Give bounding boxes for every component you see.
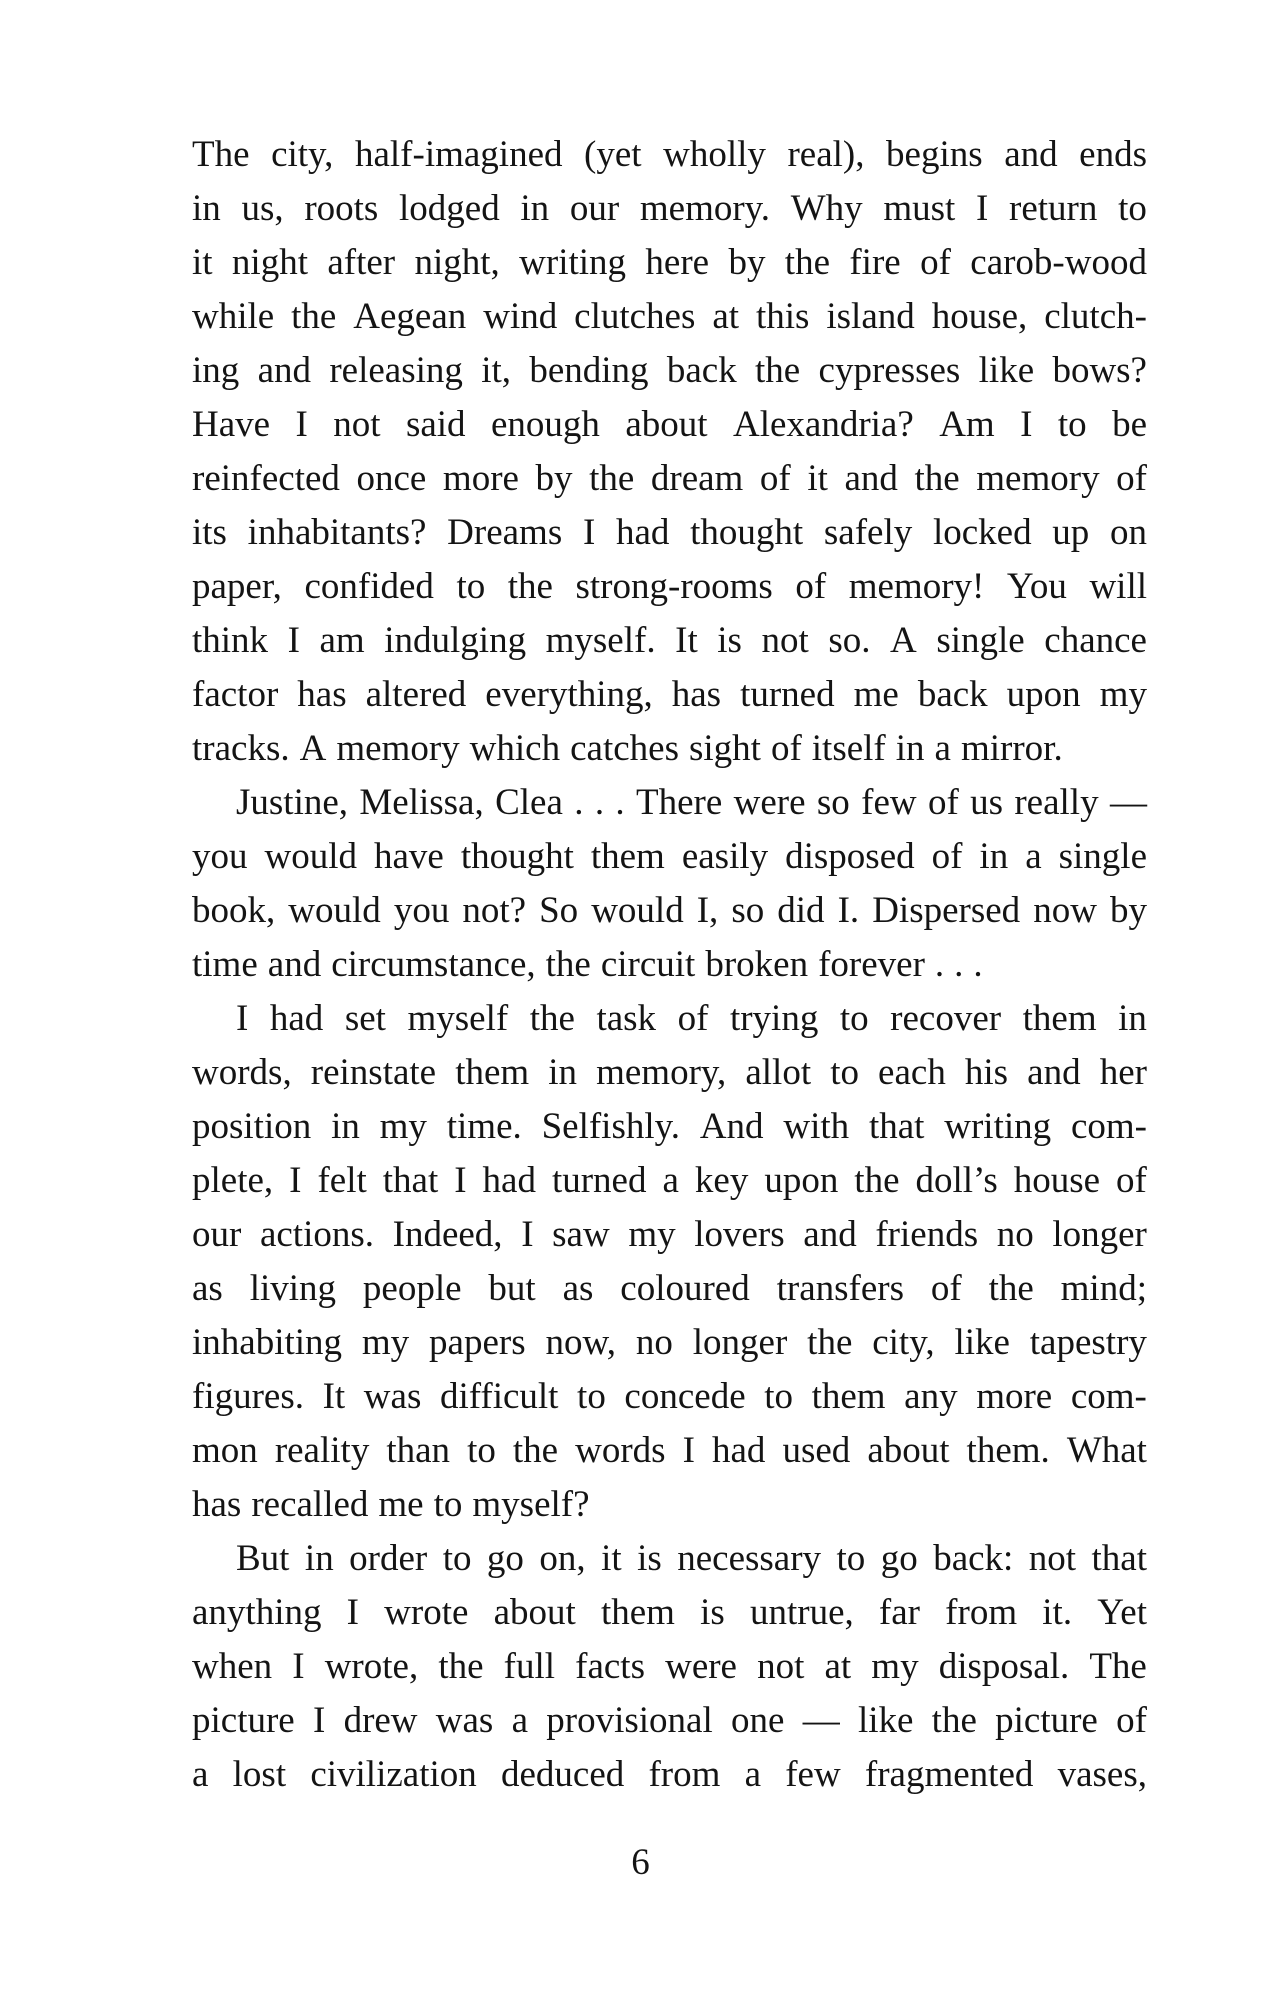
text-line: in us, roots lodged in our memory. Why must I return to bbox=[192, 188, 1147, 229]
text-line: you would have thought them easily disposed of in a single bbox=[192, 836, 1147, 877]
paragraph bbox=[192, 128, 1147, 776]
text-line: Justine, Melissa, Clea . . . There were so few of us really — bbox=[236, 782, 1147, 823]
text-line: think I am indulging myself. It is not so. A single chance bbox=[192, 620, 1147, 661]
text-line: reinfected once more by the dream of it and the memory of bbox=[192, 458, 1147, 499]
text-line: inhabiting my papers now, no longer the city, like tapestry bbox=[192, 1322, 1147, 1363]
text-line: The city, half-imagined (yet wholly real), begins and ends bbox=[192, 134, 1147, 175]
text-line: paper, confided to the strong-rooms of memory! You will bbox=[192, 566, 1147, 607]
text-line: plete, I felt that I had turned a key upon the doll’s house of bbox=[192, 1160, 1147, 1201]
text-line: I had set myself the task of trying to recover them in bbox=[236, 998, 1147, 1039]
text-line: it night after night, writing here by the fire of carob-wood bbox=[192, 242, 1147, 283]
text-line: ing and releasing it, bending back the cypresses like bows? bbox=[192, 350, 1147, 391]
text-line: factor has altered everything, has turned me back upon my bbox=[192, 674, 1147, 715]
paragraph bbox=[192, 1532, 1147, 1802]
text-line: our actions. Indeed, I saw my lovers and friends no longer bbox=[192, 1214, 1147, 1255]
paragraph bbox=[192, 992, 1147, 1532]
text-line: book, would you not? So would I, so did I. Dispersed now by bbox=[192, 890, 1147, 931]
text-line: figures. It was difficult to concede to them any more com- bbox=[192, 1376, 1147, 1417]
body-text bbox=[192, 128, 1147, 1802]
text-line: words, reinstate them in memory, allot to each his and her bbox=[192, 1052, 1147, 1093]
text-line: anything I wrote about them is untrue, far from it. Yet bbox=[192, 1592, 1147, 1633]
text-line: mon reality than to the words I had used about them. What bbox=[192, 1430, 1147, 1471]
text-line: when I wrote, the full facts were not at my disposal. The bbox=[192, 1646, 1147, 1687]
text-line: its inhabitants? Dreams I had thought safely locked up on bbox=[192, 512, 1147, 553]
text-line: position in my time. Selfishly. And with that writing com- bbox=[192, 1106, 1147, 1147]
text-line: But in order to go on, it is necessary to go back: not that bbox=[236, 1538, 1147, 1579]
text-line: tracks. A memory which catches sight of itself in a mirror. bbox=[192, 728, 1063, 769]
text-line: time and circumstance, the circuit broken forever . . . bbox=[192, 944, 983, 985]
paragraph bbox=[192, 776, 1147, 992]
text-line: as living people but as coloured transfers of the mind; bbox=[192, 1268, 1147, 1309]
text-line: has recalled me to myself? bbox=[192, 1484, 590, 1525]
text-line: picture I drew was a provisional one — like the picture of bbox=[192, 1700, 1147, 1741]
text-line: Have I not said enough about Alexandria? Am I to be bbox=[192, 404, 1147, 445]
text-line: while the Aegean wind clutches at this island house, clutch- bbox=[192, 296, 1147, 337]
page-number: 6 bbox=[631, 1842, 650, 1883]
text-line: a lost civilization deduced from a few fragmented vases, bbox=[192, 1754, 1147, 1795]
